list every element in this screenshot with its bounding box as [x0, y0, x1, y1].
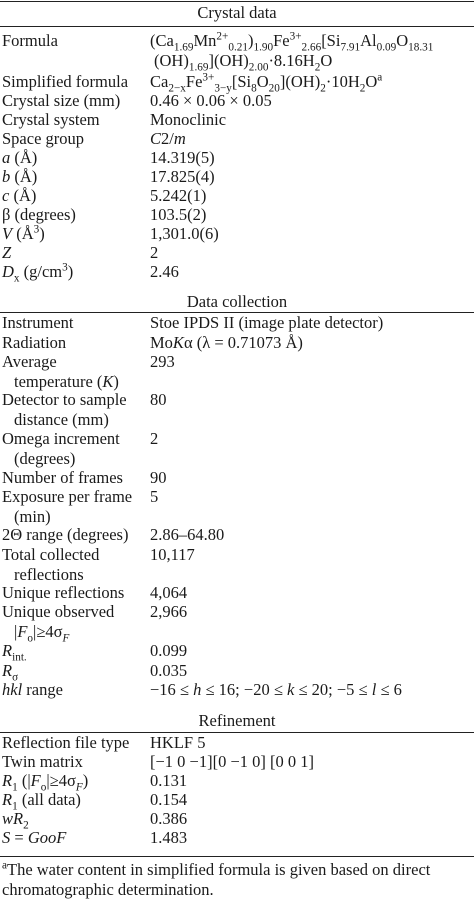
label-r1-all: $R_1$ (all data) [2, 790, 81, 813]
value-beta: 103.5(2) [150, 205, 207, 224]
section-crystal-data: Crystal data [197, 3, 277, 22]
label-omega-increment: Omega increment (degrees) [2, 429, 120, 468]
label-number-of-frames: Number of frames [2, 468, 123, 487]
label-beta: β (degrees) [2, 205, 76, 224]
label-twin-matrix: Twin matrix [2, 752, 83, 771]
value-hkl-range: −16 ≤ h ≤ 16; −20 ≤ k ≤ 20; −5 ≤ l ≤ 6 [150, 680, 402, 699]
label-c: c (Å) [2, 186, 37, 205]
label-volume: V $(Å^3)$ [2, 223, 45, 243]
label-simplified-formula: Simplified formula [2, 72, 129, 91]
value-density: 2.46 [150, 262, 179, 281]
value-unique-reflections: 4,064 [150, 583, 188, 602]
label-total-reflections: Total collected reflections [2, 545, 100, 584]
value-exposure-per-frame: 5 [150, 487, 159, 506]
value-simplified-formula: $Ca_{2-x}Fe^{3+}_{3-y}[Si_8O_{20}](OH)_2\cdot 10H_2O^a$ [150, 71, 383, 95]
value-r-sigma: 0.035 [150, 661, 188, 680]
value-z: 2 [150, 243, 159, 262]
label-goof: S = GooF [2, 828, 67, 847]
value-r1-observed: 0.131 [150, 771, 188, 790]
label-unique-reflections: Unique reflections [2, 583, 125, 602]
value-wr2: 0.386 [150, 809, 188, 828]
value-goof: 1.483 [150, 828, 188, 847]
value-c: 5.242(1) [150, 186, 207, 205]
label-2theta-range: 2Θ range (degrees) [2, 525, 129, 544]
label-b: b (Å) [2, 167, 38, 186]
label-space-group: Space group [2, 129, 85, 148]
value-b: 17.825(4) [150, 167, 215, 186]
label-z: Z [2, 243, 12, 262]
label-hkl-range: hkl range [2, 680, 63, 699]
section-rule [0, 26, 474, 27]
label-instrument: Instrument [2, 313, 74, 332]
label-formula: Formula [2, 31, 58, 50]
value-crystal-system: Monoclinic [150, 110, 227, 129]
label-a: a (Å) [2, 148, 38, 167]
label-r1-observed: $R_1$ $(|F_o|\ge 4\sigma_F)$ [2, 771, 89, 794]
value-volume: 1,301.0(6) [150, 224, 219, 243]
label-r-sigma: $R_\sigma$ [2, 661, 19, 684]
value-number-of-frames: 90 [150, 468, 167, 487]
label-crystal-size: Crystal size (mm) [2, 91, 121, 110]
value-average-temperature: 293 [150, 352, 175, 371]
value-omega-increment: 2 [150, 429, 159, 448]
table-footnote: $^a$The water content in simplified formula is given based on direct chromatographic determination. [2, 859, 431, 899]
value-twin-matrix: [−1 0 −1][0 −1 0] [0 0 1] [150, 752, 315, 771]
value-2theta-range: 2.86–64.80 [150, 525, 225, 544]
label-r-int: $R_{int.}$ [2, 641, 27, 664]
value-a: 14.319(5) [150, 148, 215, 167]
label-unique-observed: Unique observed $|F_o|\ge 4\sigma_F$ [2, 602, 115, 645]
value-detector-distance: 80 [150, 390, 167, 409]
section-refinement: Refinement [198, 711, 276, 730]
label-reflection-file-type: Reflection file type [2, 733, 130, 752]
value-instrument: Stoe IPDS II (image plate detector) [150, 313, 384, 332]
label-density: $D_x$ $(g/cm^3)$ [2, 261, 74, 285]
value-total-reflections: 10,117 [150, 545, 195, 564]
label-detector-distance: Detector to sample distance (mm) [2, 390, 127, 429]
top-rule [0, 1, 474, 2]
value-r1-all: 0.154 [150, 790, 188, 809]
formula-line-1: $(Ca_{1.69}Mn^{2+}_{0.21})_{1.90}Fe^{3+}_{2.66}[Si_{7.91}Al_{0.09}O_{18.31}$ [150, 30, 434, 54]
label-crystal-system: Crystal system [2, 110, 100, 129]
label-exposure-per-frame: Exposure per frame (min) [2, 487, 133, 526]
formula-line-2: $(OH)_{1.69}](OH)_{2.00}\cdot 8.16H_2O$ [154, 51, 333, 74]
section-data-collection: Data collection [186, 292, 288, 311]
label-radiation: Radiation [2, 333, 67, 352]
bottom-rule [0, 856, 474, 857]
value-crystal-size: 0.46 × 0.06 × 0.05 [150, 91, 272, 110]
value-radiation: MoKα (λ = 0.71073 Å) [150, 333, 303, 352]
value-r-int: 0.099 [150, 641, 188, 660]
value-formula [150, 30, 434, 74]
value-space-group: C2/m [150, 129, 186, 148]
label-wr2: $wR_2$ [2, 809, 29, 832]
label-average-temperature: Average temperature (K) [2, 352, 119, 391]
value-reflection-file-type: HKLF 5 [150, 733, 206, 752]
value-unique-observed: 2,966 [150, 602, 188, 621]
